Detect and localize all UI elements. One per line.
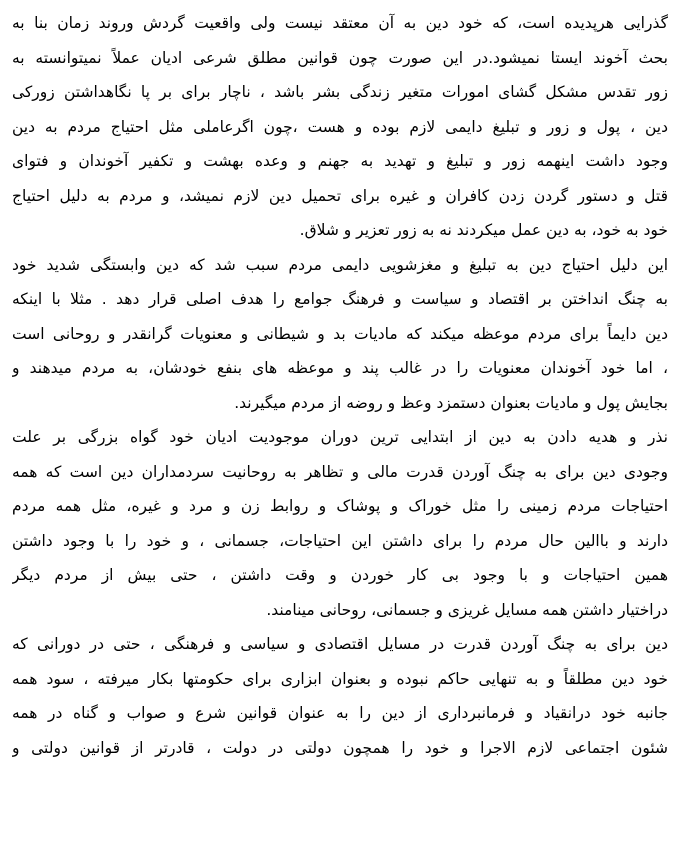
text-line: نذر و هدیه دادن به دین از ابتدایی ترین دوران موجودیت ادیان خود گواه بزرگی بر علت xyxy=(12,428,668,446)
text-line: بحث آخوند ایستا نمیشود.در این صورت چون قوانین مطلق شرعی ادیان عملاً نمیتوانسته به xyxy=(12,48,668,67)
paragraph-3 xyxy=(12,420,668,627)
paragraph-4 xyxy=(12,627,668,765)
text-line: گذرایی هرپدیده است، که خود دین به آن معتقد نیست ولی واقعیت گردش وروند زمان بنا به xyxy=(12,14,668,32)
text-line: خود دین مطلقاً و به تنهایی حاکم نبوده و بعنوان ابزاری برای حکومتها بکار میرفته ، سود همه xyxy=(12,669,668,688)
text-line: دراختیار داشتن همه مسایل غریزی و جسمانی، روحانی مینامند. xyxy=(266,600,668,619)
text-line: قتل و دستور گردن زدن کافران و غیره برای تحمیل دین لازم نمیشد، و مردم به دلیل احتیاج xyxy=(12,186,668,205)
text-line: دین دایماً برای مردم موعظه میکند که مادیات بد و شیطانی و معنویات گرانقدر و روحانی است xyxy=(12,324,668,343)
text-line: بجایش پول و مادیات بعنوان دستمزد وعظ و روضه از مردم میگیرند. xyxy=(234,393,668,412)
text-line: به چنگ انداختن بر اقتصاد و سیاست و فرهنگ جوامع را هدف اصلی قرار دهد . مثلا با اینکه xyxy=(12,290,668,308)
text-line: شئون اجتماعی لازم الاجرا و خود را همچون دولتی در دولت ، قادرتر از قوانین دولتی و xyxy=(12,738,668,757)
text-line: این دلیل احتیاج دین به تبلیغ و مغزشویی دایمی مردم سبب شد که دین وابستگی شدید خود xyxy=(12,255,668,274)
text-line: دارند و باالین حال مردم را برای داشتن این احتیاجات، جسمانی ، و خود را با وجود داشتن xyxy=(12,531,668,550)
text-line: دین برای به چنگ آوردن قدرت در مسایل اقتصادی و سیاسی و فرهنگی ، حتی در دورانی که xyxy=(12,635,668,653)
text-line: جانبه خود درانقیاد و فرمانبرداری از دین را به عنوان قوانین شرع و صواب و گناه در همه xyxy=(12,704,668,722)
text-line: وجودی دین برای به چنگ آوردن قدرت مالی و تظاهر به روحانیت سردمداران دین است که همه xyxy=(12,462,668,481)
text-line: وجود داشت اینهمه زور و تبلیغ و تهدید به جهنم و وعده بهشت و تکفیر آخوندان و فتوای xyxy=(12,152,668,170)
text-line: زور تقدس مشکل گشای امورات متغیر زندگی بشر باشد ، ناچار برای بر پا نگاهداشتن زورکی xyxy=(12,83,668,101)
text-line: دین ، پول و زور و تبلیغ دایمی لازم بوده و هست ،چون اگرعاملی مثل احتیاج مردم به دین xyxy=(12,117,668,136)
paragraph-2 xyxy=(12,248,668,421)
text-line: همین احتیاجات و با وجود بی کار خوردن و وقت داشتن ، حتی بیش از مردم دیگر xyxy=(12,566,668,584)
paragraph-1 xyxy=(12,6,668,248)
text-line: ، اما خود آخوندان معنویات را در غالب پند و موعظه های بنفع خودشان، به مردم میدهند و xyxy=(12,359,668,377)
text-line: خود به خود، به دین عمل میکردند نه به زور تعزیر و شلاق. xyxy=(299,221,668,239)
text-line: احتیاجات مردم زمینی را مثل خوراک و پوشاک و روابط زن و مرد و غیره، مثل همه مردم xyxy=(12,497,668,515)
